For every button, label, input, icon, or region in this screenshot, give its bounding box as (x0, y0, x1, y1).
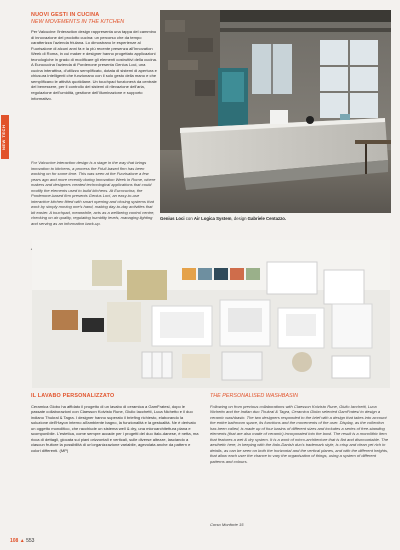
caption-designer: Gabriele Centazzo. (247, 216, 287, 221)
issue-number: 553 (26, 538, 35, 544)
kitchen-photo (160, 10, 391, 213)
signoff: Corso Monforte 15 (210, 521, 244, 527)
logo-icon: ▲ (19, 538, 25, 544)
section-tab: NEW TECH (1, 115, 9, 159)
top-kicker-en: NEW MOVEMENTS IN THE KITCHEN (31, 18, 125, 25)
bottom-kicker-en: THE PERSONALISED WASHBASIN (210, 393, 298, 399)
top-body-english: For Valcucine interaction design is a stage in the way that brings innovation to kitchens, a process the Friuli-based firm has been working on for some time. This was seen at the Fuorisalone a few years ago and more recently during Innovation Week in Rome, where makers and designers created technological applications that could modify the elements used to build kitchens. At Eurocucina, the Pordenone-based firm presents Genius Loci, an easy-to-use interactive kitchen fitted with smart opening and closing systems that work by simply moving one's hand, making day-to-day activities that bit easier. A touchpad, meanwhile, acts as a wellbeing control centre, checking on air quality, regulating humidity levels, managing lighting and serving as an information back-up. (31, 160, 156, 227)
washbasin-photo (32, 240, 390, 388)
folio (10, 538, 34, 544)
caption-system: Air Logica System (193, 216, 232, 221)
kitchen-caption (160, 216, 395, 221)
caption-connector: con (184, 216, 194, 221)
caption-product: Genius Loci (160, 216, 185, 221)
top-article (31, 12, 157, 252)
caption-design-label: , design (231, 216, 248, 221)
page-number: 108 (10, 538, 19, 544)
bottom-article-italian (31, 393, 200, 528)
bottom-body-english: Following on from previous collaborations with Claesson Koivisto Rune, Giulio Iacchetti, Luca Nichetto and the Indian duo Thukral & Tagra, Ceramica Globo selected GamFratesi to design a ceramic washbasin. The two designers responded to the brief with a design that takes into account the entire bathroom space, its functions and the movements of the user. Display, as the collection has been called, is made up of four basins of different sizes and includes a series of free-standing elements (that are also made of ceramic) incorporated into the bowl. The result is a monolithic item that features a wet & dry system. It is a work of micro-architecture that is flat and dismountable. The aesthetic here, in keeping with the Italo-Danish duo's trademark style, is crisp and clean yet rich in details, as can be seen on both the horizontal and the vertical planes, and with the different heights, that allow each user the chance to vary the organisation of things, using a system of different patterns and colours. (210, 403, 389, 464)
bottom-body-italian: Ceramica Globo ha affidato il progetto di un lavabo di ceramica a GamFratesi, dopo le passate collaborazioni con Claesson Koivisto Rune, Giulio Iacchetti, Luca Nichetto e il duo indiano Thukral & Tagra. I designer hanno superato il briefing richiesto, elaborando la soluzione dell'Hayon interno all'ambiente bagno, la funzionalità e la gestualità. Ne è derivato un oggetto monolitico, che racchiude un sistema well & dry, una microarchitettura piana e scomponibile. L'estetica, come sempre accade per i progetti del duo italo-danese, è netta, ma ricca di dettagli, giocata sui piani orizzontali e verticali, sulle diverse altezze, lasciando a ciascun fruitore la possibilità di un'organizzazione variabile, agevolata anche da pattern e colori differenti. (MP) (31, 403, 199, 453)
kitchen-image (160, 10, 391, 213)
top-body-italian: Per Valcucine l'interaction design rappresenta una tappa del cammino di innovazione del prodotto cucina: un percorso che da tempo caratterizza l'azienda friulana. Lo dimostrano le esperienze al Fuorisalone di alcuni anni fa e la più recente presenza all'Innovation Week di Roma, in cui maker e designer hanno progettato applicazioni tecnologiche in grado di modificare gli elementi costruttivi della cucina. A Eurocucina l'azienda di Pordenone presenta Genius Loci, una cucina interattiva, d'utilizzo semplificato, dotata di sistemi di apertura e chiusura intelligenti che funzionano con il solo gesto della mano e che semplificano le attività quotidiane. Un touchpad funzionerà da centrale del benessere, per il controllo dei sistemi di rilevazione dell'aria, regolazione dell'umidità, gestione dell'illuminazione e supporto informativo. (31, 29, 157, 101)
top-kicker: NUOVI GESTI IN CUCINA (31, 12, 100, 18)
washbasin-image (32, 240, 390, 388)
bottom-article-english (210, 393, 390, 527)
bottom-kicker: IL LAVABO PERSONALIZZATO (31, 393, 115, 399)
